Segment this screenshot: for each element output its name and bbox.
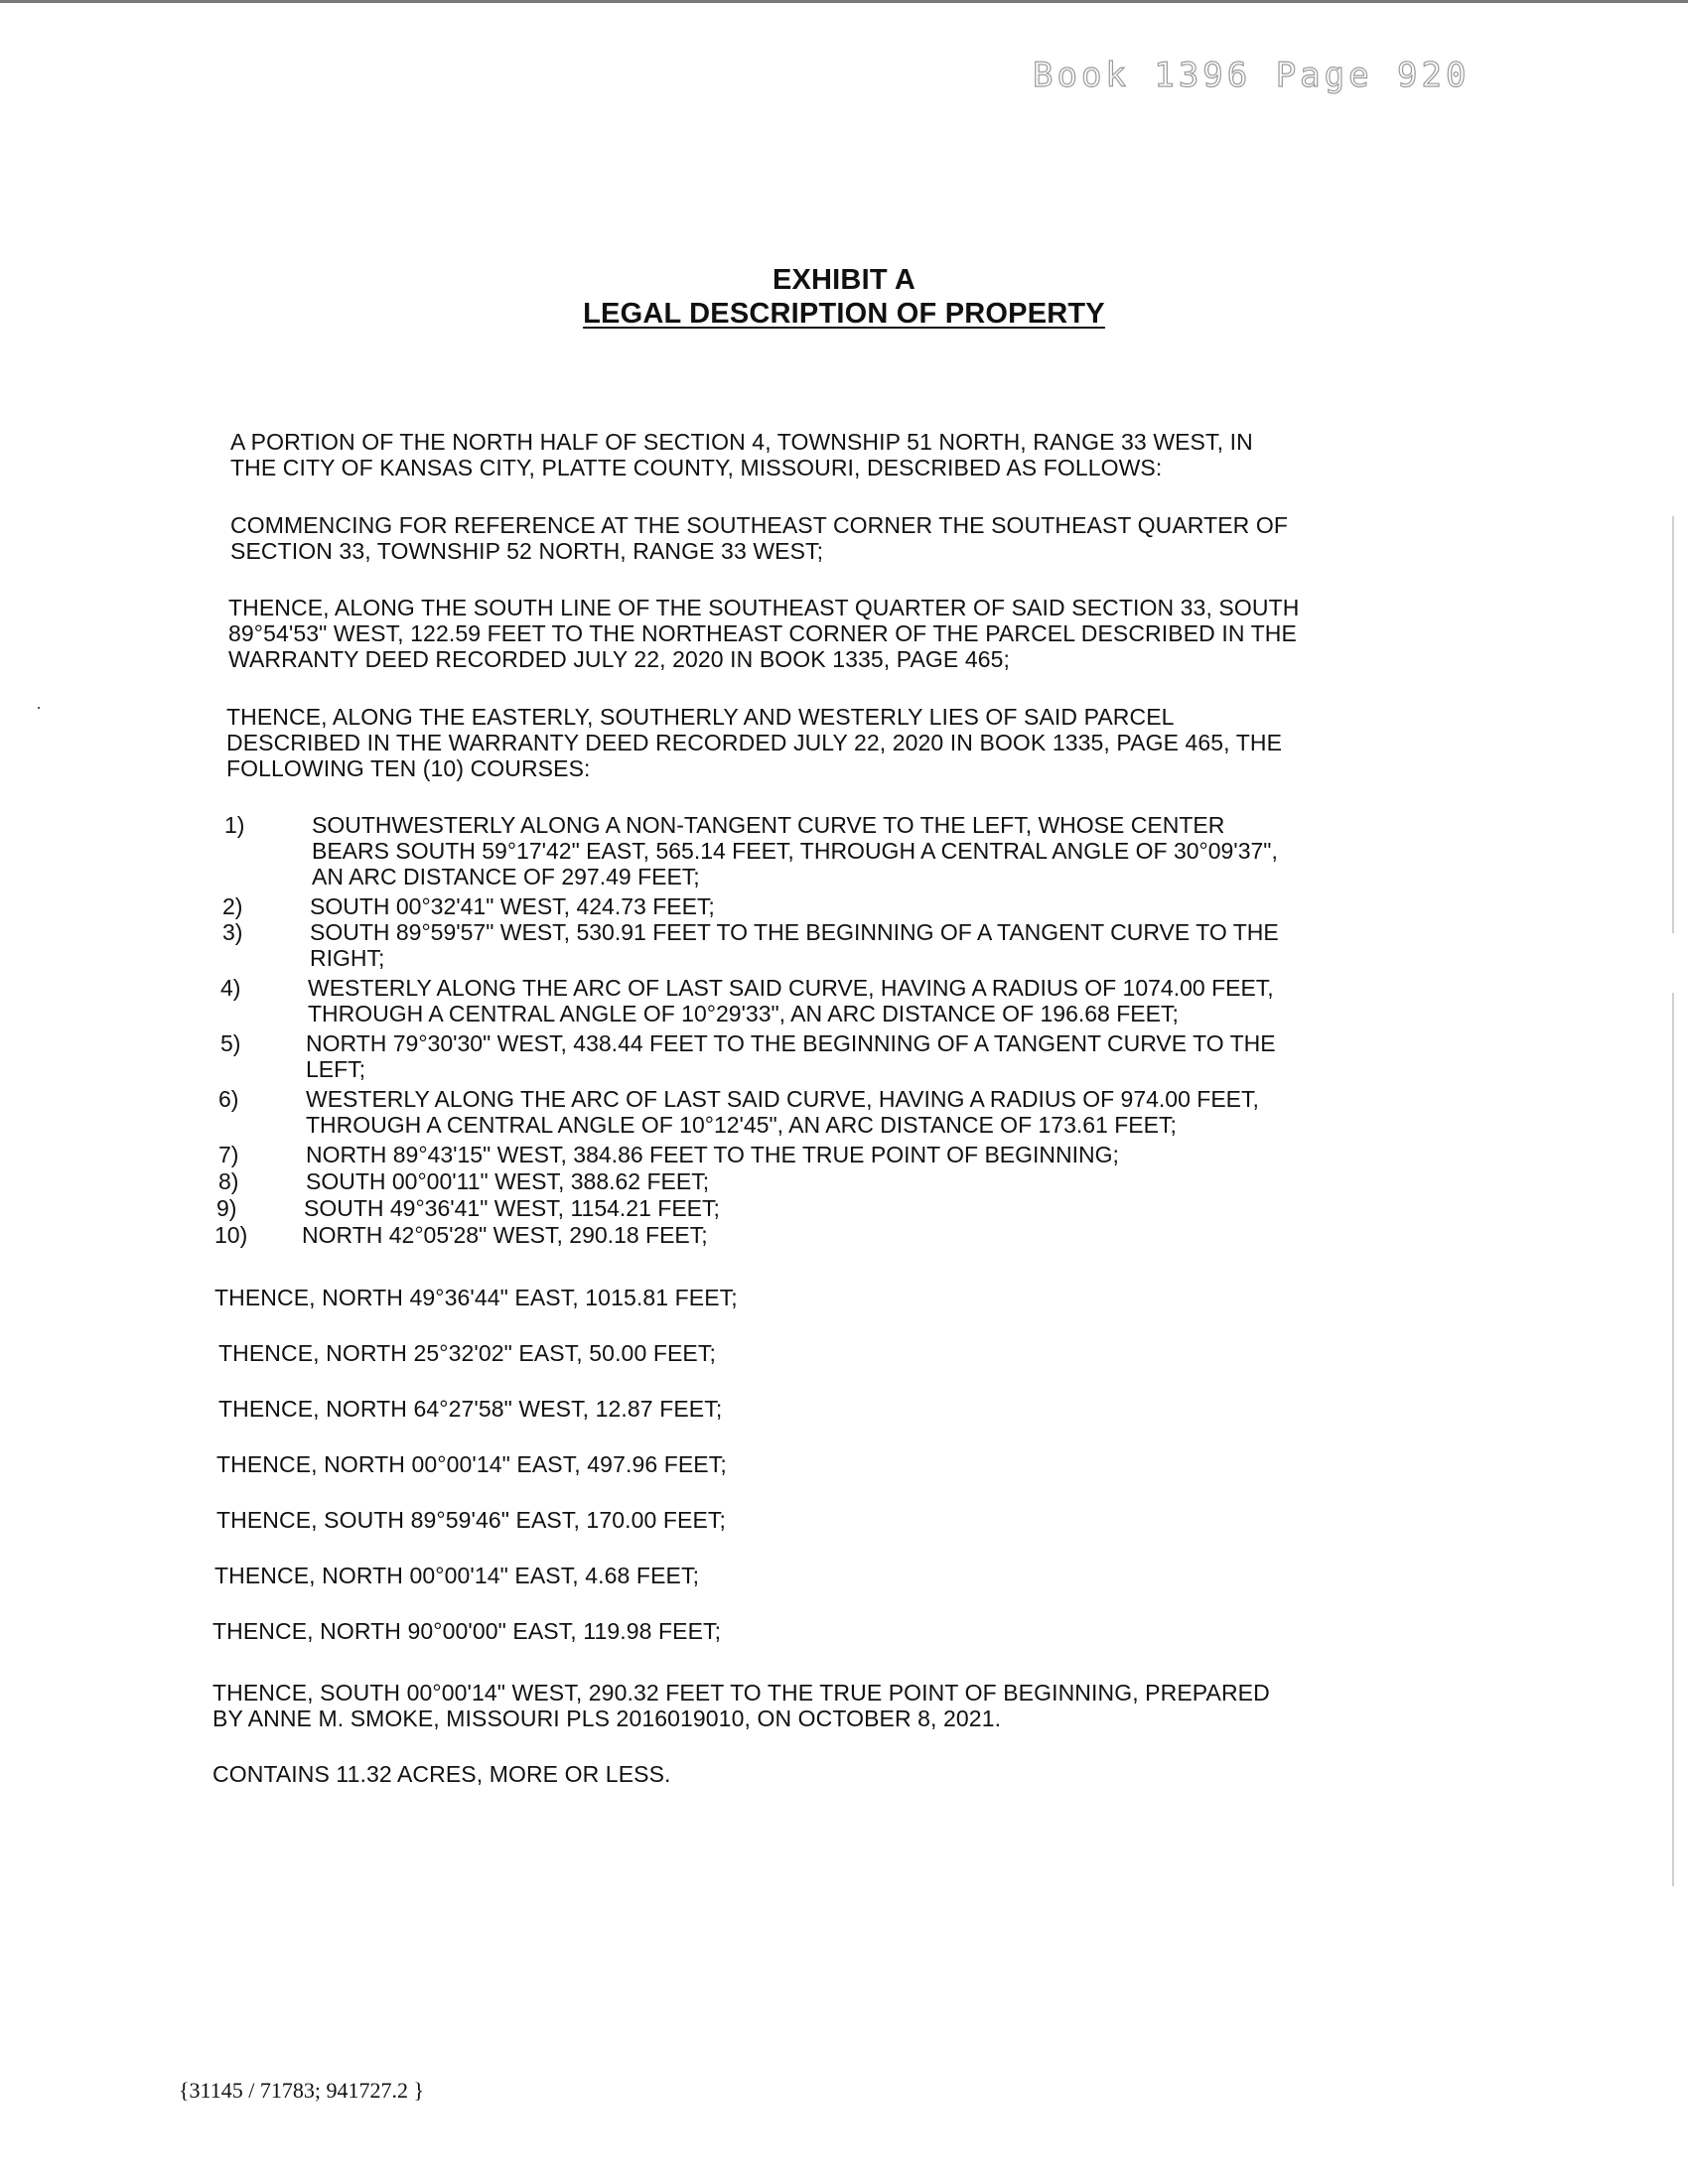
document-id: {31145 / 71783; 941727.2 } — [179, 2078, 425, 2103]
course-number: 7) — [218, 1142, 239, 1167]
course-text: SOUTH 00°32'41" WEST, 424.73 FEET; — [310, 893, 715, 919]
top-scan-border — [0, 0, 1688, 3]
commencing-line: SECTION 33, TOWNSHIP 52 NORTH, RANGE 33 WEST; — [230, 538, 824, 564]
exhibit-heading: EXHIBIT A — [772, 264, 916, 296]
thence-south-line: THENCE, ALONG THE SOUTH LINE OF THE SOUTHEAST QUARTER OF SAID SECTION 33, SOUTH — [228, 595, 1300, 620]
course-text: THROUGH A CENTRAL ANGLE OF 10°12'45", AN ARC DISTANCE OF 173.61 FEET; — [306, 1112, 1177, 1138]
course-number: 2) — [222, 893, 243, 919]
thence-call: THENCE, NORTH 25°32'02" EAST, 50.00 FEET; — [218, 1340, 716, 1366]
thence-call: THENCE, NORTH 00°00'14" EAST, 497.96 FEET; — [216, 1451, 727, 1477]
course-text: WESTERLY ALONG THE ARC OF LAST SAID CURVE, HAVING A RADIUS OF 974.00 FEET, — [306, 1086, 1259, 1112]
course-number: 3) — [222, 919, 243, 945]
course-text: THROUGH A CENTRAL ANGLE OF 10°29'33", AN ARC DISTANCE OF 196.68 FEET; — [308, 1001, 1179, 1026]
recording-stamp: Book 1396 Page 920 — [1033, 56, 1471, 95]
course-text: AN ARC DISTANCE OF 297.49 FEET; — [312, 864, 700, 889]
thence-south-line: WARRANTY DEED RECORDED JULY 22, 2020 IN BOOK 1335, PAGE 465; — [228, 646, 1011, 672]
course-number: 6) — [218, 1086, 239, 1112]
acreage-statement: CONTAINS 11.32 ACRES, MORE OR LESS. — [212, 1761, 671, 1787]
course-text: NORTH 89°43'15" WEST, 384.86 FEET TO THE TRUE POINT OF BEGINNING; — [306, 1142, 1119, 1167]
thence-call: THENCE, SOUTH 89°59'46" EAST, 170.00 FEET; — [216, 1507, 726, 1533]
closing-line: BY ANNE M. SMOKE, MISSOURI PLS 2016019010, ON OCTOBER 8, 2021. — [212, 1706, 1002, 1731]
thence-call: THENCE, NORTH 00°00'14" EAST, 4.68 FEET; — [214, 1563, 700, 1588]
course-text: NORTH 79°30'30" WEST, 438.44 FEET TO THE BEGINNING OF A TANGENT CURVE TO THE — [306, 1030, 1276, 1056]
scan-edge-artifact — [1672, 516, 1674, 933]
course-number: 8) — [218, 1168, 239, 1194]
course-text: SOUTH 89°59'57" WEST, 530.91 FEET TO THE BEGINNING OF A TANGENT CURVE TO THE — [310, 919, 1279, 945]
course-number: 1) — [224, 812, 245, 838]
course-text: SOUTHWESTERLY ALONG A NON-TANGENT CURVE TO THE LEFT, WHOSE CENTER — [312, 812, 1225, 838]
scan-edge-artifact — [1672, 993, 1674, 1886]
course-text: BEARS SOUTH 59°17'42" EAST, 565.14 FEET, THROUGH A CENTRAL ANGLE OF 30°09'37", — [312, 838, 1278, 864]
course-number: 10) — [214, 1222, 248, 1248]
legal-description-title: LEGAL DESCRIPTION OF PROPERTY — [583, 298, 1105, 330]
thence-south-line: 89°54'53" WEST, 122.59 FEET TO THE NORTHEAST CORNER OF THE PARCEL DESCRIBED IN THE — [228, 620, 1297, 646]
thence-call: THENCE, NORTH 90°00'00" EAST, 119.98 FEET; — [212, 1618, 722, 1644]
course-text: NORTH 42°05'28" WEST, 290.18 FEET; — [302, 1222, 708, 1248]
course-number: 5) — [220, 1030, 241, 1056]
course-text: RIGHT; — [310, 945, 385, 971]
course-text: LEFT; — [306, 1056, 366, 1082]
scan-speck — [38, 707, 40, 709]
course-text: SOUTH 49°36'41" WEST, 1154.21 FEET; — [304, 1195, 720, 1221]
thence-call: THENCE, NORTH 49°36'44" EAST, 1015.81 FEET; — [214, 1285, 738, 1310]
thence-call: THENCE, NORTH 64°27'58" WEST, 12.87 FEET; — [218, 1396, 723, 1422]
intro-line: A PORTION OF THE NORTH HALF OF SECTION 4, TOWNSHIP 51 NORTH, RANGE 33 WEST, IN — [230, 429, 1253, 455]
thence-easterly-line: DESCRIBED IN THE WARRANTY DEED RECORDED JULY 22, 2020 IN BOOK 1335, PAGE 465, THE — [226, 730, 1283, 755]
course-number: 4) — [220, 975, 241, 1001]
closing-line: THENCE, SOUTH 00°00'14" WEST, 290.32 FEET TO THE TRUE POINT OF BEGINNING, PREPARED — [212, 1680, 1270, 1706]
thence-easterly-line: THENCE, ALONG THE EASTERLY, SOUTHERLY AND WESTERLY LIES OF SAID PARCEL — [226, 704, 1175, 730]
course-text: SOUTH 00°00'11" WEST, 388.62 FEET; — [306, 1168, 710, 1194]
course-text: WESTERLY ALONG THE ARC OF LAST SAID CURVE, HAVING A RADIUS OF 1074.00 FEET, — [308, 975, 1274, 1001]
intro-line: THE CITY OF KANSAS CITY, PLATTE COUNTY, MISSOURI, DESCRIBED AS FOLLOWS: — [230, 455, 1163, 480]
course-number: 9) — [216, 1195, 237, 1221]
commencing-line: COMMENCING FOR REFERENCE AT THE SOUTHEAST CORNER THE SOUTHEAST QUARTER OF — [230, 512, 1288, 538]
thence-easterly-line: FOLLOWING TEN (10) COURSES: — [226, 755, 591, 781]
